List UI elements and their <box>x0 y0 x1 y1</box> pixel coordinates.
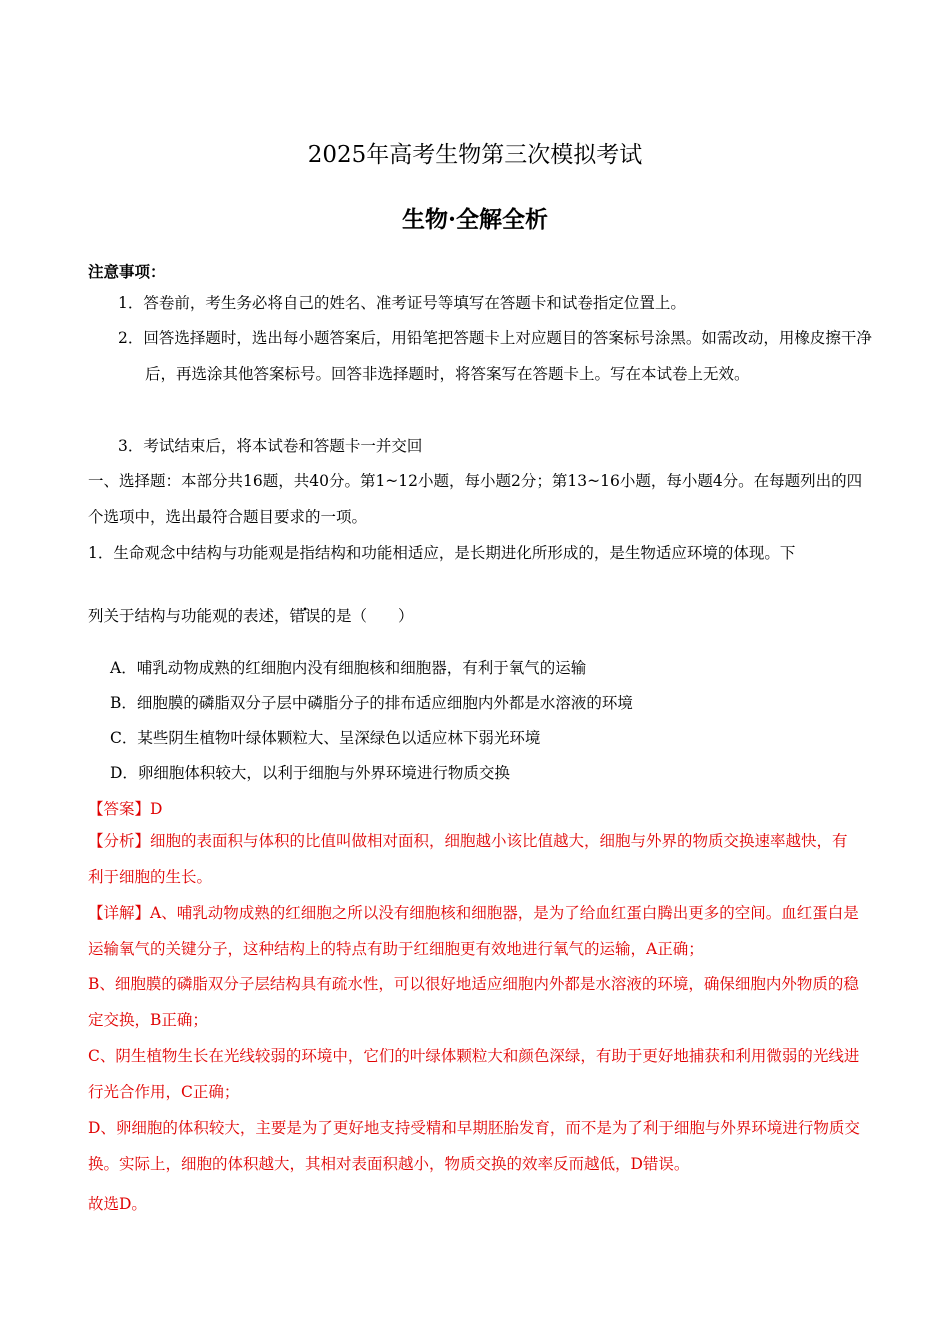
analysis-paragraph <box>88 824 863 895</box>
notice-item-1: 1．答卷前，考生务必将自己的姓名、准考证号等填写在答题卡和试卷指定位置上。 <box>118 294 686 312</box>
answer-value: D <box>150 800 163 818</box>
notice-item-3: 3．考试结束后，将本试卷和答题卡一并交回 <box>118 437 423 455</box>
detail-paragraph-d: D、卵细胞的体积较大，主要是为了更好地支持受精和早期胚胎发育，而不是为了利于细胞与外界环境进行物质交换。实际上，细胞的体积越大，其相对表面积越小，物质交换的效率反而越低，D错误。 <box>88 1119 860 1173</box>
question-stem-line1: 1．生命观念中结构与功能观是指结构和功能相适应，是长期进化所形成的，是生物适应环境的体现。下 <box>88 544 796 562</box>
option-d: D．卵细胞体积较大，以利于细胞与外界环境进行物质交换 <box>110 764 510 782</box>
detail-paragraph-b: B、细胞膜的磷脂双分子层结构具有疏水性，可以很好地适应细胞内外都是水溶液的环境，确保细胞内外物质的稳定交换，B正确； <box>88 975 859 1029</box>
option-a: A．哺乳动物成熟的红细胞内没有细胞核和细胞器，有利于氧气的运输 <box>110 659 587 677</box>
detail-paragraph-c: C、阴生植物生长在光线较弱的环境中，它们的叶绿体颗粒大和颜色深绿，有助于更好地捕获和利用微弱的光线进行光合作用，C正确； <box>88 1047 860 1101</box>
analysis-text: 细胞的表面积与体积的比值叫做相对面积，细胞越小该比值越大，细胞与外界的物质交换速率越快，有利于细胞的生长。 <box>88 832 848 886</box>
notice-item-2: 2．回答选择题时，选出每小题答案后，用铅笔把答题卡上对应题目的答案标号涂黑。如需改动，用橡皮擦干净后，再选涂其他答案标号。回答非选择题时，将答案写在答题卡上。写在本试卷上无效。 <box>118 329 872 383</box>
question-stem-line2 <box>88 599 863 635</box>
stem-post: 的是（ ） <box>320 607 414 625</box>
answer-line <box>88 797 162 819</box>
notice-heading: 注意事项： <box>88 262 166 281</box>
detail-paragraph-a <box>88 896 863 967</box>
stem-pre: 列关于结构与功能观的表述， <box>88 607 290 625</box>
exam-title: 2025年高考生物第三次模拟考试 <box>307 142 643 168</box>
detail-label: 【详解】 <box>88 904 151 922</box>
exam-subtitle: 生物·全解全析 <box>401 206 548 233</box>
option-b: B．细胞膜的磷脂双分子层中磷脂分子的排布适应细胞内外都是水溶液的环境 <box>110 694 633 712</box>
detail-a-text: A、哺乳动物成熟的红细胞之所以没有细胞核和细胞器，是为了给血红蛋白腾出更多的空间。血红蛋白是运输氧气的关键分子，这种结构上的特点有助于红细胞更有效地进行氧气的运输，A正确； <box>88 904 859 958</box>
answer-label: 【答案】 <box>88 800 151 818</box>
section-intro: 一、选择题：本部分共16题，共40分。第1~12小题，每小题2分；第13~16小题，每小题4分。在每题列出的四个选项中，选出最符合题目要求的一项。 <box>88 472 863 526</box>
analysis-label: 【分析】 <box>88 832 151 850</box>
stem-emphasis: 错误 <box>289 607 321 625</box>
conclusion: 故选D。 <box>88 1195 147 1213</box>
option-c: C．某些阴生植物叶绿体颗粒大、呈深绿色以适应林下弱光环境 <box>110 729 541 747</box>
